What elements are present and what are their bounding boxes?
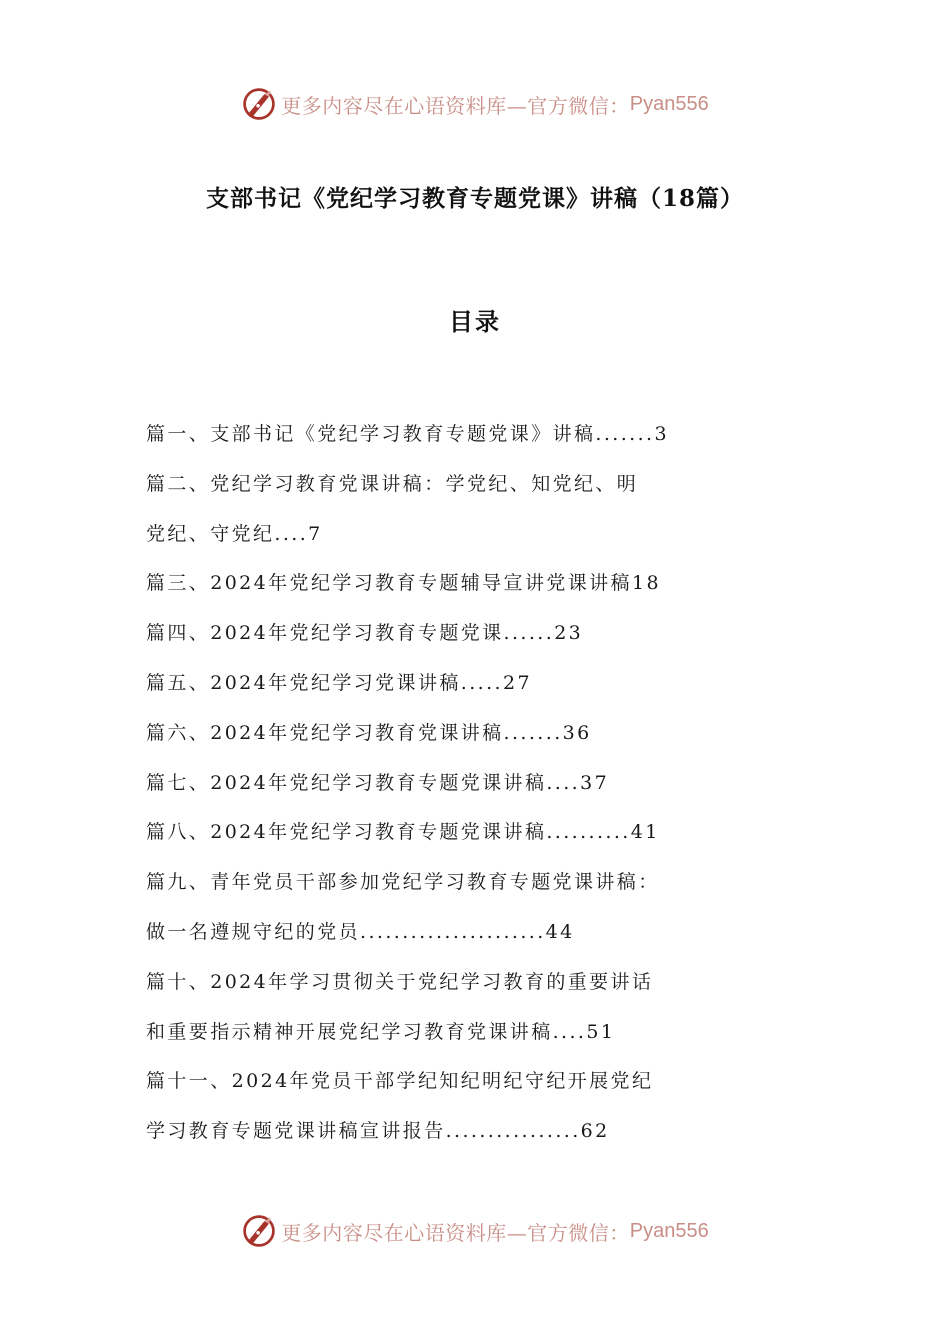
toc-heading: 目录 [449, 307, 501, 336]
pen-nib-logo-icon [241, 1213, 277, 1249]
pen-nib-logo-icon [241, 86, 277, 122]
toc-entry-7: 篇七、2024年党纪学习教育专题党课讲稿....37 [146, 771, 610, 794]
toc-entry-10-continued: 和重要指示精神开展党纪学习教育党课讲稿....51 [146, 1020, 616, 1043]
toc-entry-8: 篇八、2024年党纪学习教育专题党课讲稿..........41 [146, 821, 660, 844]
table-of-contents [146, 410, 686, 1157]
toc-entry-2: 篇二、党纪学习教育党课讲稿：学党纪、知党纪、明 [146, 472, 639, 495]
toc-entry-2-continued: 党纪、守党纪....7 [146, 522, 323, 545]
header-banner [0, 84, 950, 124]
toc-entry-11-continued: 学习教育专题党课讲稿宣讲报告................62 [146, 1120, 610, 1143]
toc-entry-9: 篇九、青年党员干部参加党纪学习教育专题党课讲稿： [146, 871, 660, 894]
toc-entry-11: 篇十一、2024年党员干部学纪知纪明纪守纪开展党纪 [146, 1070, 654, 1093]
toc-entry-6: 篇六、2024年党纪学习教育党课讲稿.......36 [146, 721, 592, 744]
toc-entry-5: 篇五、2024年党纪学习党课讲稿.....27 [146, 671, 532, 694]
banner-text: 更多内容尽在心语资料库—官方微信： [281, 93, 630, 118]
banner-wechat-id: Pyan556 [629, 1219, 709, 1242]
banner-text: 更多内容尽在心语资料库—官方微信： [281, 1220, 630, 1245]
banner-wechat-id: Pyan556 [629, 92, 709, 115]
footer-banner [0, 1211, 950, 1251]
toc-entry-10: 篇十、2024年学习贯彻关于党纪学习教育的重要讲话 [146, 970, 654, 993]
document-title: 支部书记《党纪学习教育专题党课》讲稿（18篇） [205, 185, 744, 212]
toc-entry-1: 篇一、支部书记《党纪学习教育专题党课》讲稿.......3 [146, 423, 669, 445]
toc-entry-4: 篇四、2024年党纪学习教育专题党课......23 [146, 622, 584, 645]
toc-entry-3: 篇三、2024年党纪学习教育专题辅导宣讲党课讲稿18 [146, 572, 661, 595]
toc-entry-9-continued: 做一名遵规守纪的党员......................44 [146, 920, 575, 943]
